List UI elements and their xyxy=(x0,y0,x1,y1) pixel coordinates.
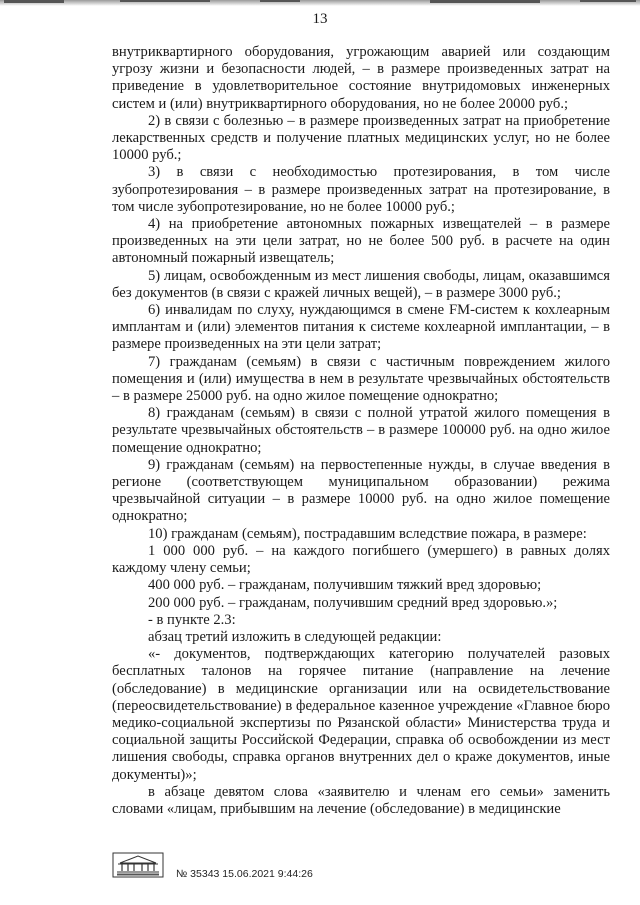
paragraph-item-5: 5) лицам, освобожденным из мест лишения свободы, лицам, оказавшимся без документов (в связи с кражей личных вещей), – в размере 3000 руб.; xyxy=(112,267,610,301)
government-building-stamp-icon xyxy=(112,852,164,878)
paragraph-fire-1000000: 1 000 000 руб. – на каждого погибшего (умершего) в равных долях каждому члену семьи; xyxy=(112,542,610,577)
paragraph-documents-quote: «- документов, подтверждающих категорию получателей разовых бесплатных талонов на горячее питание (направление на лечение (обследование) в медицинские организации или на освидетельствование (переосвидетельствование) в федеральное казенное учреждение «Главное бюро медико-социальной экспертизы по Рязанской области» Министерства труда и социальной защиты Российской Федерации, справка об освобождении из мест лишения свободы, справка органов внутренних дел о краже документов, иные документы)»; xyxy=(112,646,610,783)
paragraph-item-8: 8) гражданам (семьям) в связи с полной утратой жилого помещения в результате чрезвычайных обстоятельств – в размере 100000 руб. на одно жилое помещение однократно; xyxy=(112,405,610,456)
paragraph-item-10: 10) гражданам (семьям), пострадавшим вследствие пожара, в размере: xyxy=(148,525,587,542)
registration-number: № 35343 15.06.2021 9:44:26 xyxy=(176,868,313,880)
paragraph-fire-400000: 400 000 руб. – гражданам, получившим тяжкий вред здоровью; xyxy=(148,577,542,594)
scan-edge xyxy=(0,0,640,6)
page-footer xyxy=(112,848,612,888)
paragraph-abzac-devyatyy: в абзаце девятом слова «заявителю и членам его семьи» заменить словами «лицам, прибывшим на лечение (обследование) в медицинские xyxy=(112,783,610,817)
paragraph-item-9: 9) гражданам (семьям) на первостепенные нужды, в случае введения в регионе (соответствующем муниципальном образовании) режима чрезвычайной ситуации – в размере 10000 руб. на одно жилое помещение однократно; xyxy=(112,456,610,525)
paragraph-item-4: 4) на приобретение автономных пожарных извещателей – в размере произведенных на эти цели затрат, но не более 500 руб. в расчете на один автономный пожарный извещатель; xyxy=(112,216,610,267)
paragraph-point-2-3: - в пункте 2.3: xyxy=(148,611,236,628)
paragraph-item-7: 7) гражданам (семьям) в связи с частичным повреждением жилого помещения и (или) имущества в нем в результате чрезвычайных обстоятельств – в размере 25000 руб. на одно жилое помещение однократно; xyxy=(112,353,610,405)
document-body xyxy=(112,44,610,818)
paragraph-item-3: 3) в связи с необходимостью протезирования, в том числе зубопротезирования – в размере произведенных затрат на протезирование, в том числе зубопротезирование, но не более 10000 руб.; xyxy=(112,164,610,215)
paragraph-item-2: 2) в связи с болезнью – в размере произведенных затрат на приобретение лекарственных средств и получение платных медицинских услуг, но не более 10000 руб.; xyxy=(112,112,610,164)
paragraph-fire-200000: 200 000 руб. – гражданам, получившим средний вред здоровью.»; xyxy=(148,594,558,611)
paragraph-abzac-tretiy: абзац третий изложить в следующей редакции: xyxy=(148,628,442,645)
page-number: 13 xyxy=(312,11,328,27)
paragraph-continuation: внутриквартирного оборудования, угрожающим аварией или создающим угрозу жизни и безопасности людей, – в размере произведенных затрат на приведение в удовлетворительное состояние внутридомовых инженерных систем и (или) внутриквартирного оборудования, но не более 20000 руб.; xyxy=(112,44,610,112)
paragraph-item-6: 6) инвалидам по слуху, нуждающимся в смене FM-систем к кохлеарным имплантам и (или) элементов питания к системе кохлеарной имплантации, – в размере произведенных на эти цели затрат; xyxy=(112,302,610,353)
